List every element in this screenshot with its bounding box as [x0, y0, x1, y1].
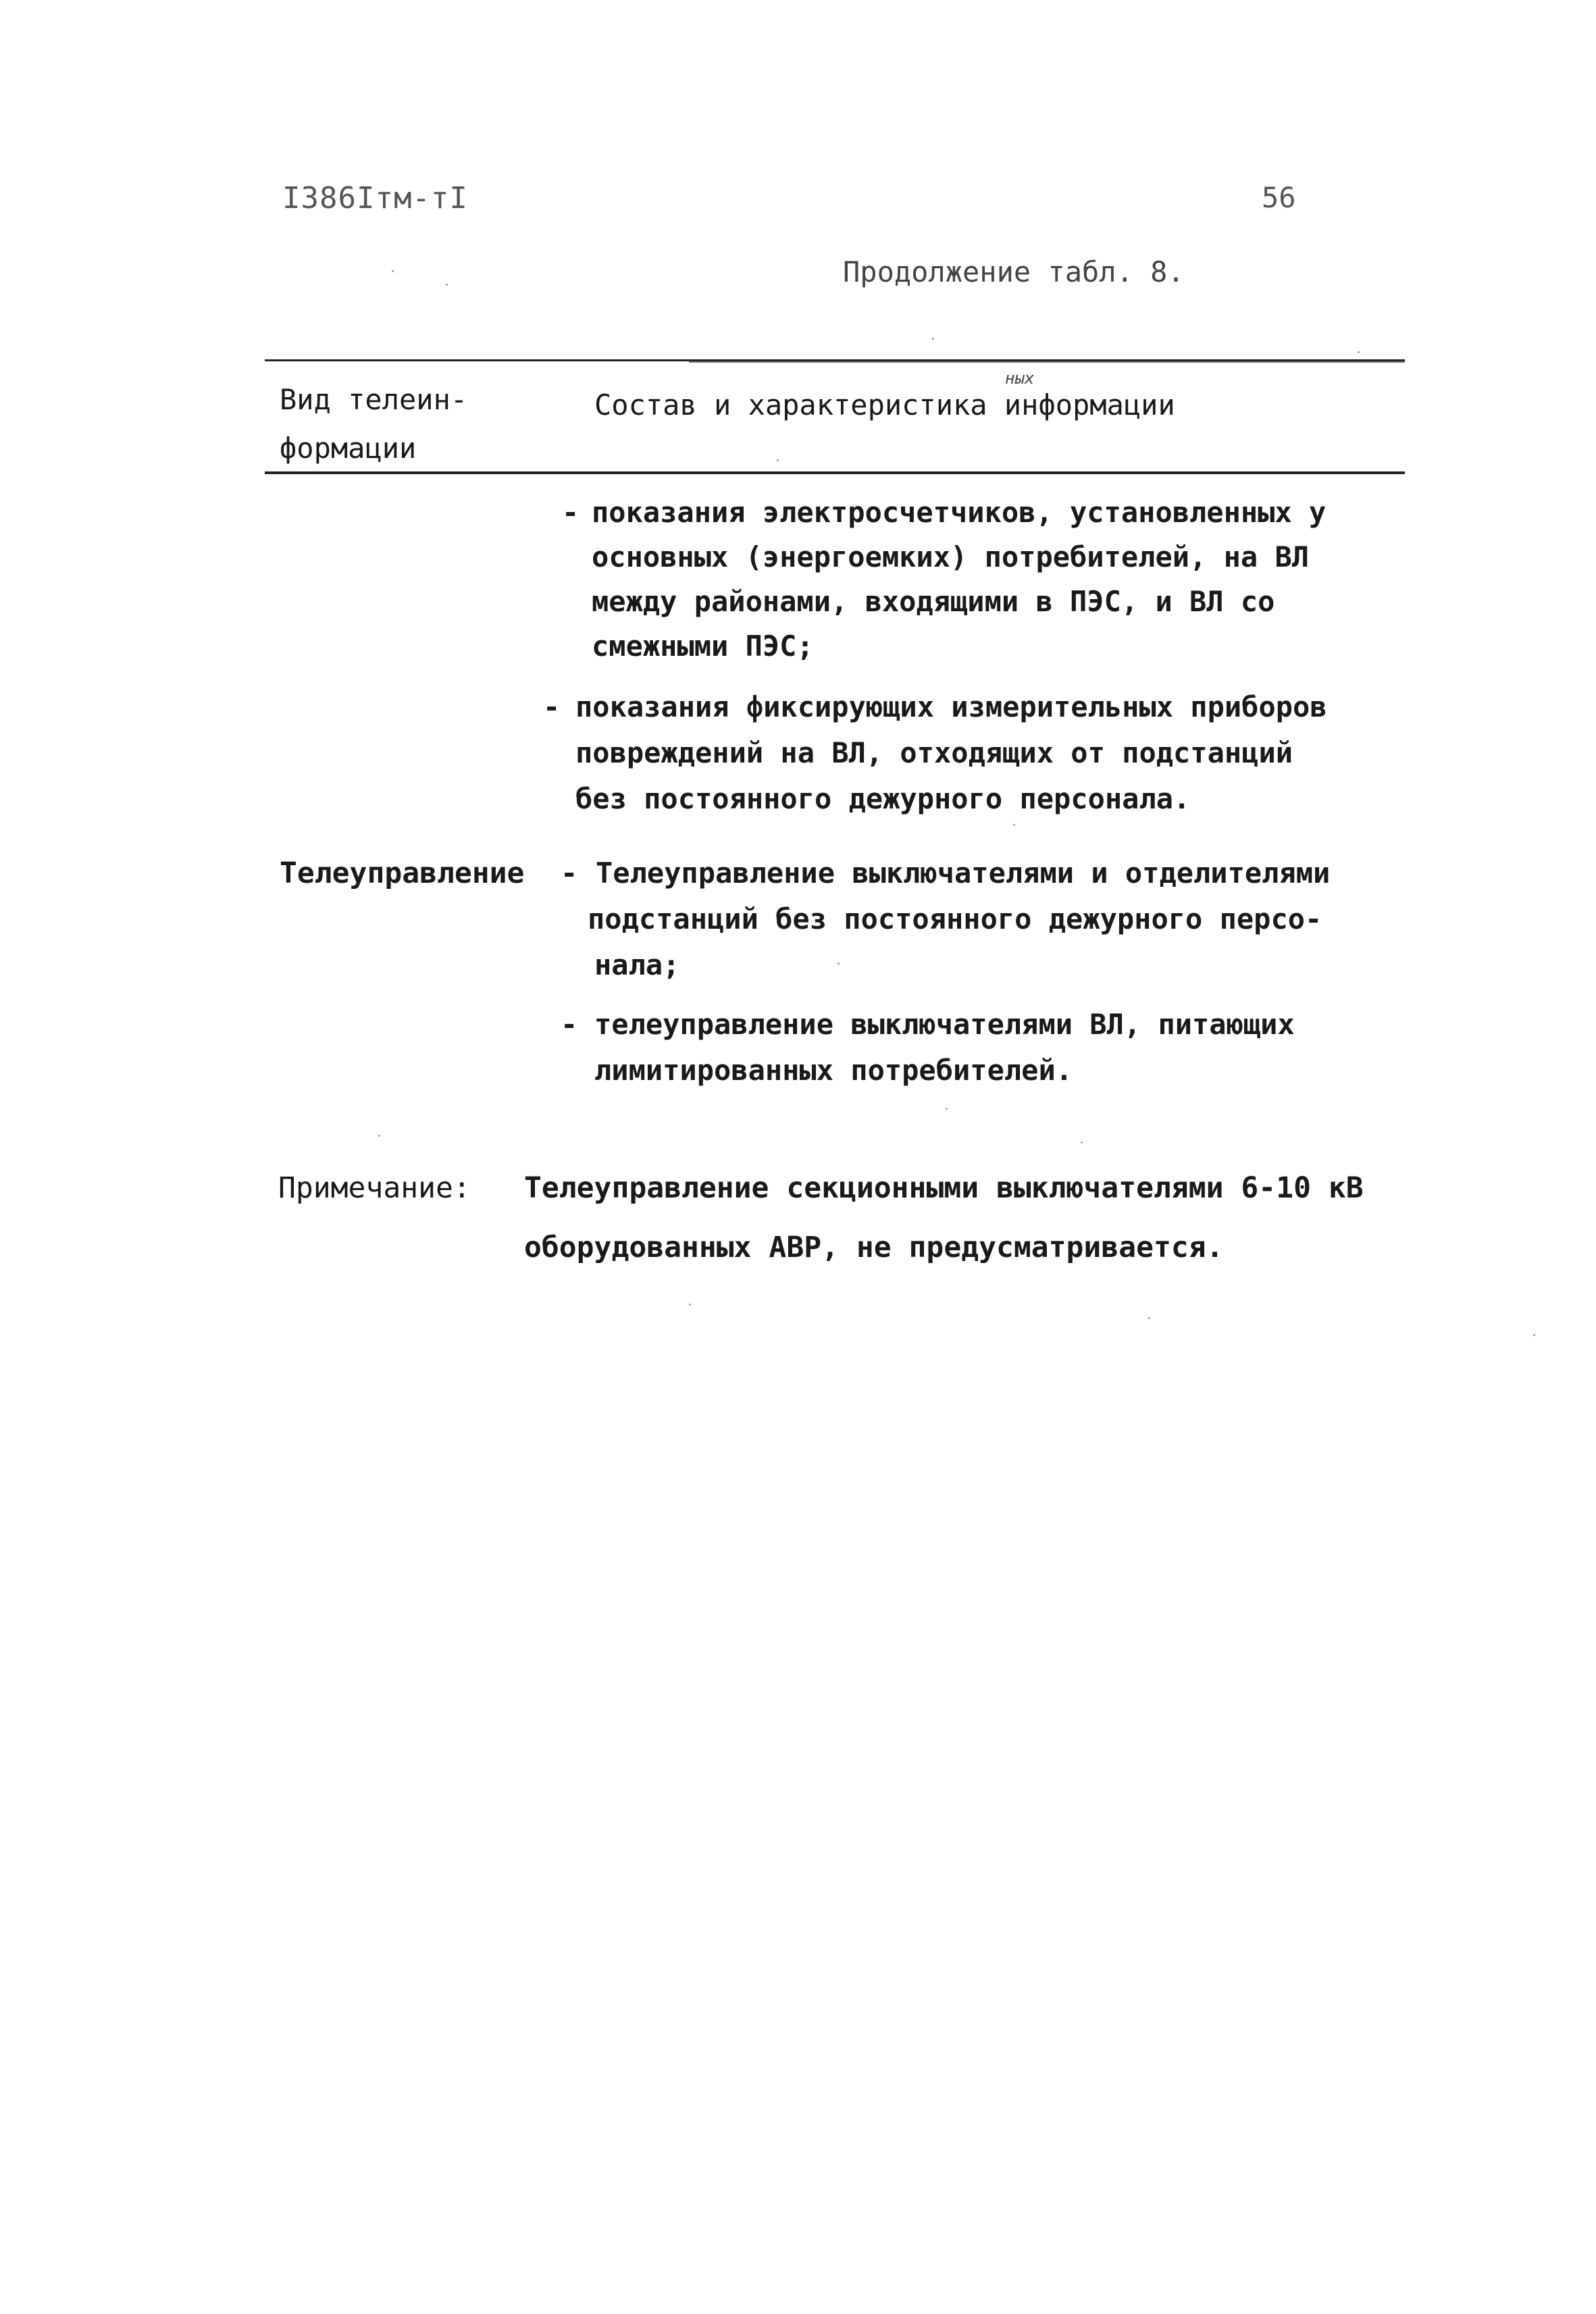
scan-speck — [777, 459, 779, 461]
list-item-line: подстанций без постоянного дежурного персо- — [588, 902, 1322, 935]
list-item-line: основных (энергоемких) потребителей, на ВЛ — [592, 540, 1310, 573]
list-item-line: Телеуправление выключателями и отделителями — [596, 856, 1331, 890]
list-dash: - — [561, 856, 578, 890]
list-item-line: лимитированных потребителей. — [594, 1054, 1073, 1087]
scan-speck — [392, 270, 394, 272]
table-header-handwritten-annotation: ных — [1005, 369, 1035, 388]
scan-speck — [1013, 824, 1015, 826]
list-item-line: без постоянного дежурного персонала. — [575, 782, 1191, 815]
table-header-col1 — [280, 376, 467, 473]
list-item-line: смежными ПЭС; — [592, 629, 814, 663]
table-header-col2: Состав и характеристика информации — [594, 388, 1175, 421]
scan-speck — [378, 1135, 380, 1137]
scan-speck — [1148, 1317, 1150, 1319]
table-header-col1-line1: Вид телеин- — [280, 383, 468, 416]
row-label-telecontrol: Телеуправление — [280, 856, 525, 890]
list-item-line: показания электросчетчиков, установленных у — [592, 496, 1327, 529]
table-header-col1-line2: формации — [280, 432, 417, 465]
table-top-rule-secondary — [689, 361, 1405, 363]
scan-speck — [689, 1304, 691, 1306]
list-item-line: показания фиксирующих измерительных приборов — [575, 690, 1327, 723]
note-text-line: Телеуправление секционными выключателями 6-10 кВ — [524, 1171, 1364, 1205]
page-number: 56 — [1262, 181, 1296, 214]
list-dash: - — [562, 496, 580, 529]
list-item-line: нала; — [594, 948, 680, 981]
note-label: Примечание: — [278, 1171, 471, 1205]
scan-speck — [946, 1108, 948, 1110]
scan-speck — [446, 284, 448, 286]
scan-speck — [1081, 1141, 1083, 1143]
table-continuation-caption: Продолжение табл. 8. — [843, 255, 1185, 288]
list-item-line: повреждений на ВЛ, отходящих от подстанций — [575, 736, 1293, 769]
list-item-line: телеуправление выключателями ВЛ, питающих — [594, 1008, 1295, 1041]
scan-speck — [838, 962, 840, 965]
note-text-line: оборудованных АВР, не предусматривается. — [524, 1231, 1224, 1264]
scan-speck — [1533, 1334, 1535, 1336]
list-dash: - — [543, 690, 561, 723]
scan-speck — [1358, 351, 1360, 353]
document-code: I386Iтм-тI — [282, 181, 468, 215]
list-item-line: между районами, входящими в ПЭС, и ВЛ со — [592, 585, 1275, 618]
list-dash: - — [561, 1008, 578, 1041]
scan-speck — [932, 338, 934, 340]
